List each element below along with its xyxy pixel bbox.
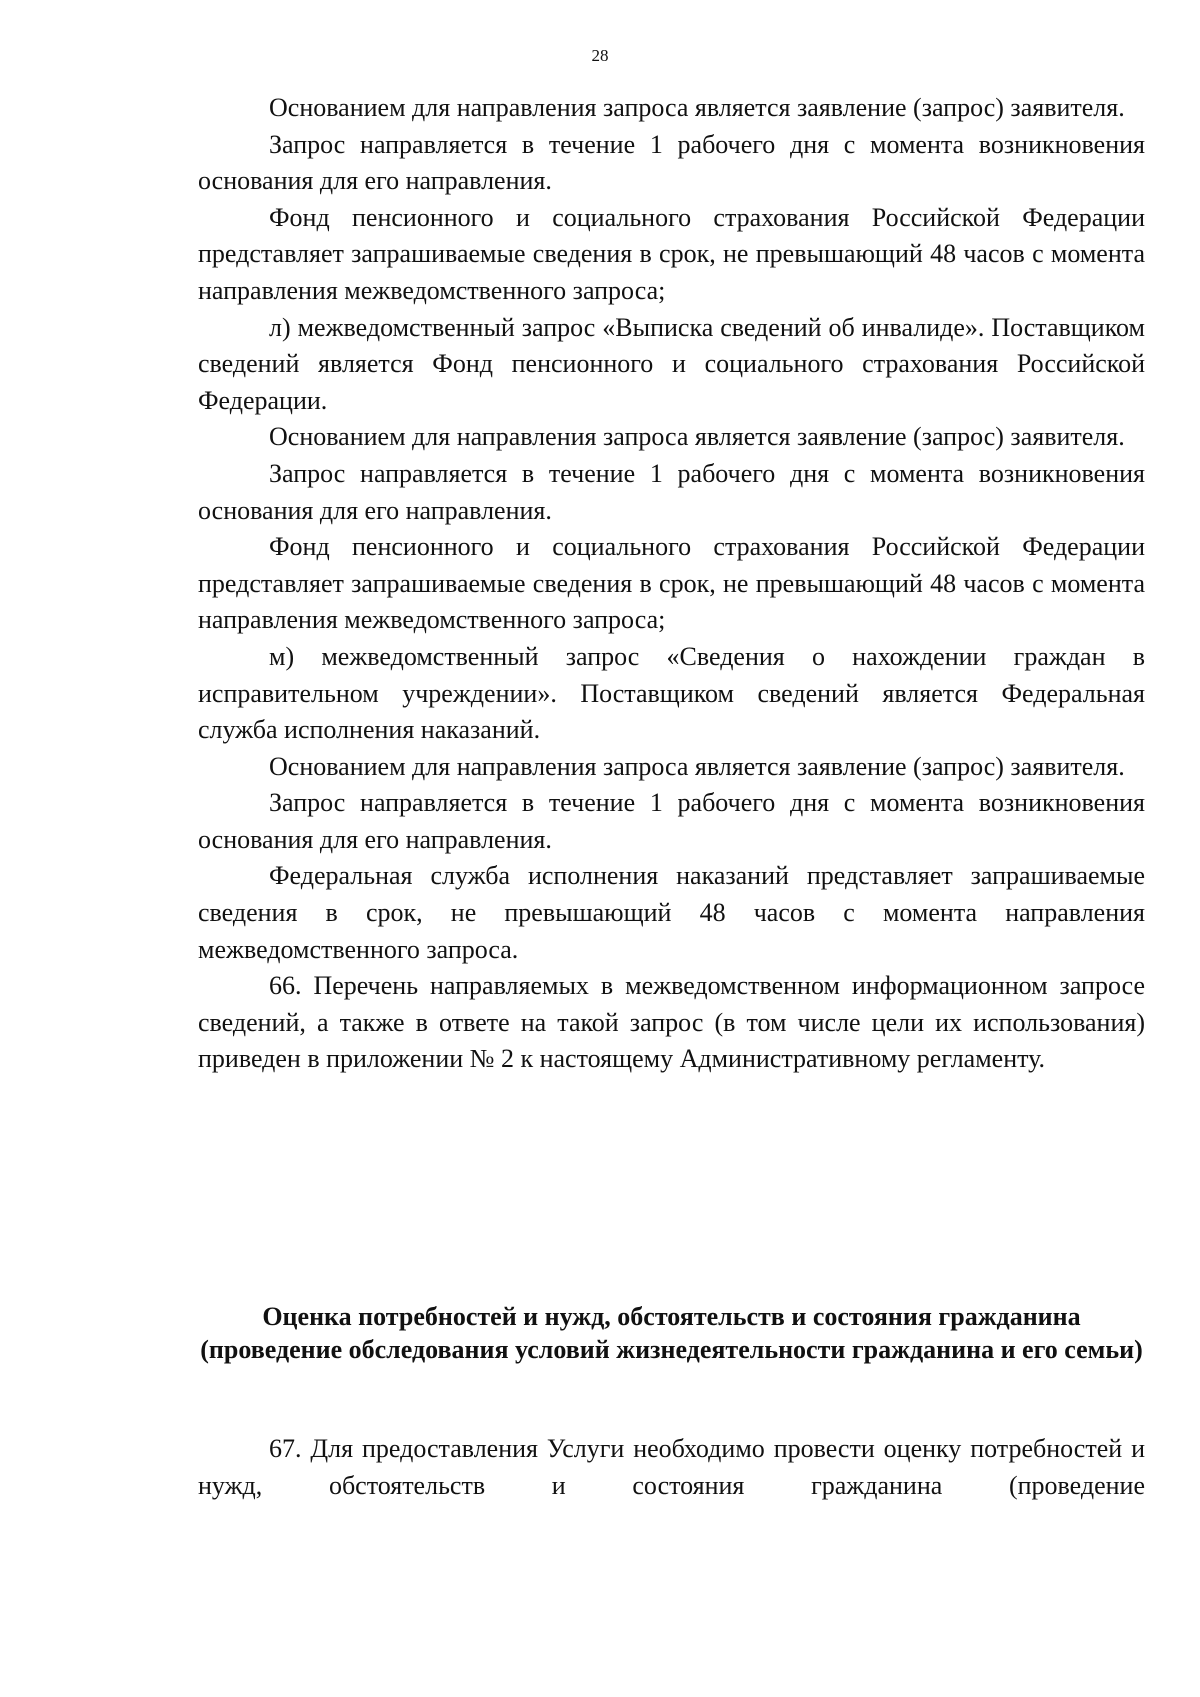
paragraph: Запрос направляется в течение 1 рабочего дня с момента возникновения основания для его направления. [198,458,1145,525]
paragraph: Фонд пенсионного и социального страхования Российской Федерации представляет запрашиваемые сведения в срок, не превышающий 48 часов с момента направления межведомственного запроса; [198,532,1145,635]
paragraph-item-m: м) межведомственный запрос «Сведения о нахождении граждан в исправительном учреждении». Поставщиком сведений является Федеральная служба исполнения наказаний. [198,641,1145,745]
paragraph: Фонд пенсионного и социального страхования Российской Федерации представляет запрашиваемые сведения в срок, не превышающий 48 часов с момента направления межведомственного запроса; [198,202,1145,305]
paragraph: Запрос направляется в течение 1 рабочего дня с момента возникновения основания для его направления. [198,129,1145,196]
paragraph: Основанием для направления запроса является заявление (запрос) заявителя. [269,93,1125,122]
paragraph: Основанием для направления запроса является заявление (запрос) заявителя. [269,751,1125,781]
page-number: 28 [591,46,609,65]
paragraph: Федеральная служба исполнения наказаний представляет запрашиваемые сведения в срок, не превышающий 48 часов с момента направления межведомственного запроса. [198,861,1145,964]
document-body [198,90,1145,1078]
paragraph-clause-67: 67. Для предоставления Услуги необходимо провести оценку потребностей и нужд, обстоятельств и состояния гражданина (проведение [198,1434,1145,1500]
document-body-continued [198,1430,1145,1504]
paragraph: Запрос направляется в течение 1 рабочего дня с момента возникновения основания для его направления. [198,788,1145,854]
paragraph: Основанием для направления запроса является заявление (запрос) заявителя. [269,422,1125,452]
section-heading: Оценка потребностей и нужд, обстоятельств и состояния гражданина (проведение обследования условий жизнедеятельности гражданина и его семьи) [200,1302,1143,1364]
paragraph-clause-66: 66. Перечень направляемых в межведомственном информационном запросе сведений, а также в ответе на такой запрос (в том числе цели их использования) приведен в приложении № 2 к настоящему Административному регламенту. [198,971,1145,1074]
paragraph-item-l: л) межведомственный запрос «Выписка сведений об инвалиде». Поставщиком сведений является Фонд пенсионного и социального страхования Российской Федерации. [198,312,1145,415]
